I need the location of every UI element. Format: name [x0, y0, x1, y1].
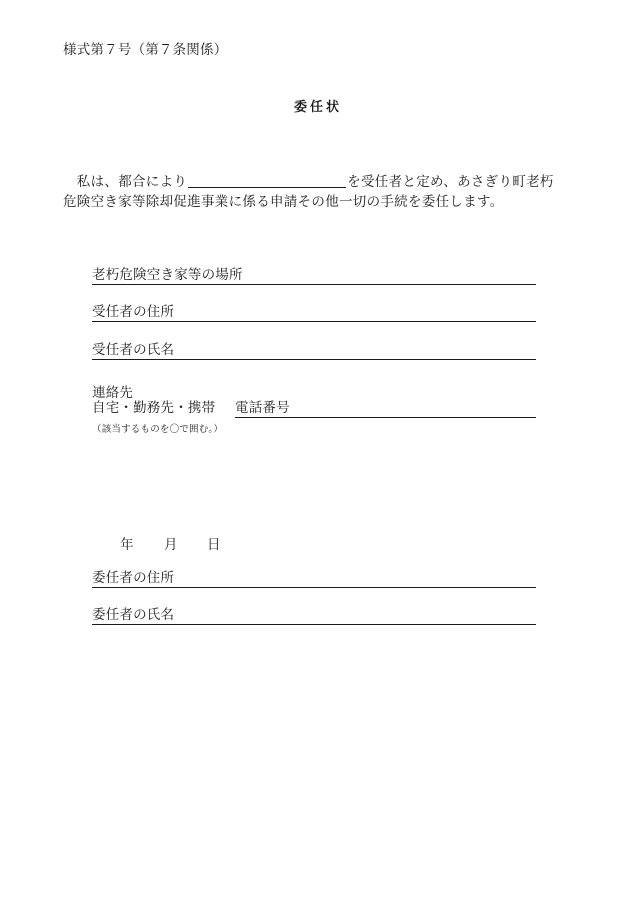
- principal-address-field[interactable]: [92, 569, 536, 588]
- property-location-field[interactable]: [92, 266, 536, 285]
- form-number: 様式第７号（第７条関係）: [63, 42, 228, 58]
- contact-row: [92, 399, 536, 417]
- agent-address-field[interactable]: [92, 303, 536, 322]
- paragraph-text-before-blank: 私は、都合により: [63, 174, 188, 190]
- paragraph-text-after-blank: を受任者と定め、あさぎり町老朽: [347, 174, 554, 190]
- principal-name-label: 委任者の氏名: [92, 607, 175, 623]
- date-year-label: 年: [120, 537, 134, 553]
- principal-address-label: 委任者の住所: [92, 570, 175, 586]
- paragraph-line-1: [63, 172, 554, 192]
- principal-name-field[interactable]: [92, 606, 536, 625]
- contact-choices: 自宅・勤務先・携帯: [92, 400, 216, 416]
- date-month-label: 月: [164, 537, 178, 553]
- agent-name-field[interactable]: [92, 341, 536, 360]
- phone-number-field[interactable]: [235, 399, 536, 418]
- document-title: 委任状: [293, 100, 342, 115]
- contact-note: （該当するものを〇で囲む。）: [92, 424, 224, 435]
- date-row: [92, 533, 292, 551]
- agent-name-label: 受任者の氏名: [92, 342, 175, 358]
- agent-address-label: 受任者の住所: [92, 304, 175, 320]
- date-day-label: 日: [207, 537, 221, 553]
- contact-label: 連絡先: [92, 385, 134, 401]
- phone-number-label: 電話番号: [235, 400, 290, 416]
- delegation-paragraph: [63, 172, 554, 212]
- paragraph-line-2: 危険空き家等除却促進事業に係る申請その他一切の手続を委任します。: [63, 194, 504, 210]
- agent-name-blank[interactable]: [188, 173, 346, 188]
- property-location-label: 老朽危険空き家等の場所: [92, 267, 243, 283]
